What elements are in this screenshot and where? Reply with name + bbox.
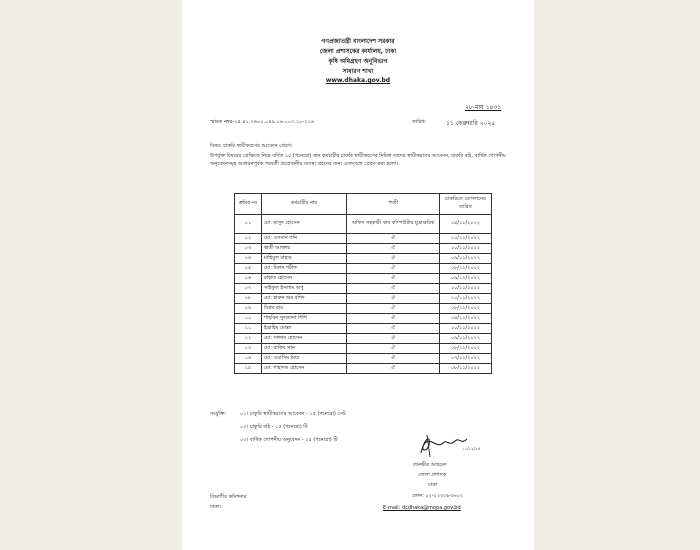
- cell-date: ১৪/১১/২০২২: [440, 314, 492, 324]
- cell-serial: ১৫: [235, 364, 262, 374]
- recipient-place: ঢাকা।: [210, 504, 222, 510]
- cell-name: রাহাত হোসেন: [262, 274, 347, 284]
- cell-date: ১০/১১/২০২২: [440, 294, 492, 304]
- cell-date: ১০/১১/২০২২: [440, 234, 492, 244]
- cell-serial: ০৪: [235, 254, 262, 264]
- table-row: [235, 284, 492, 294]
- signatory-place: ঢাকা: [428, 482, 438, 488]
- cell-post: ঐ: [347, 324, 440, 334]
- table-row: [235, 234, 492, 244]
- table-body: [235, 215, 492, 374]
- cell-post: ঐ: [347, 264, 440, 274]
- signature-image: [415, 431, 475, 459]
- date-label: তারিখ:: [412, 119, 427, 125]
- cell-post: ঐ: [347, 344, 440, 354]
- signatory-name: তানভীর আহমেদ: [413, 462, 447, 468]
- cell-serial: ০১: [235, 215, 262, 234]
- cell-serial: ০৫: [235, 264, 262, 274]
- cell-serial: ০৬: [235, 274, 262, 284]
- date-bangla: ২৮-মাঘ ১৪৩১: [465, 104, 502, 111]
- table-row: [235, 254, 492, 264]
- cell-post: ঐ: [347, 334, 440, 344]
- cell-serial: ০৭: [235, 284, 262, 294]
- cell-date: ০৯/১১/২০২২: [440, 334, 492, 344]
- cell-serial: ১১: [235, 324, 262, 334]
- signatory-email: E-mail: dcdhaka@mopa.gov.bd: [383, 505, 461, 511]
- table-row: [235, 274, 492, 284]
- cell-name: ইব্রাহিম মোল্লা: [262, 324, 347, 334]
- cell-date: ০৭/১১/২০২২: [440, 354, 492, 364]
- table-row: [235, 324, 492, 334]
- table-row: [235, 294, 492, 304]
- cell-date: ০৮/১১/২০২২: [440, 364, 492, 374]
- cell-date: ০৮/১১/২০২২: [440, 344, 492, 354]
- cell-name: সাইফুল ইসলাম অপু: [262, 284, 347, 294]
- cell-post: অফিস সহকারী কাম কম্পিউটার মুদ্রাক্ষরিক: [347, 215, 440, 234]
- body-paragraph: উপর্যুক্ত বিষয়ের প্রেক্ষিতে নিম্নে বর্ণিত ১৫ (পনেরো) জন কর্মচারীর চাকরি স্থায়ীকরণের নিমিত্ত তাদের স্থায়ীকরণের আবেদন, চাকরি বহি, বার্ষিক গোপনীয় অনুবেদনসমূহ অগ্রায়নপূর্বক পরবর্তী প্রয়োজনীয় ব্যবস্থা গ্রহণের জন্য এতদ্সঙ্গে প্রেরণ করা হলো।: [210, 153, 506, 167]
- table-row: [235, 314, 492, 324]
- cell-name: মো: মিলন শরীফ: [262, 264, 347, 274]
- col-header-date: চাকরিতে যোগদানের তারিখ: [440, 194, 492, 215]
- document-page: [182, 0, 534, 550]
- cell-post: ঐ: [347, 244, 440, 254]
- cell-name: মো: রাকিব খান: [262, 344, 347, 354]
- header-division: কৃষি অধিগ্রহণ অনুবিভাগ: [328, 58, 388, 65]
- cell-post: ঐ: [347, 314, 440, 324]
- cell-date: ১০/১১/২০২২: [440, 244, 492, 254]
- col-header-post: পদবী: [347, 194, 440, 215]
- cell-post: ঐ: [347, 234, 440, 244]
- cell-post: ঐ: [347, 294, 440, 304]
- cell-date: ০৮/১১/২০২২: [440, 264, 492, 274]
- cell-serial: ০২: [235, 234, 262, 244]
- attachment-item-3: ০৩। বার্ষিক গোপনীয় অনুবেদন - ১৫ (পনেরো) টি: [240, 437, 338, 443]
- table-header-row: [235, 194, 492, 215]
- cell-post: ঐ: [347, 354, 440, 364]
- cell-name: মো: শাহাদত হোসেন: [262, 364, 347, 374]
- table-row: [235, 334, 492, 344]
- header-branch: সাধারণ শাখা: [342, 68, 374, 75]
- table-row: [235, 215, 492, 234]
- cell-date: ০৯/১১/২০২২: [440, 274, 492, 284]
- cell-post: ঐ: [347, 284, 440, 294]
- cell-post: ঐ: [347, 254, 440, 264]
- signatory-designation: জেলা প্রশাসক: [418, 472, 447, 478]
- cell-name: মো: হারুন অর রশিদ: [262, 294, 347, 304]
- employee-table: [234, 193, 492, 374]
- recipient-designation: বিভাগীয় কমিশনার: [210, 494, 247, 500]
- table-row: [235, 354, 492, 364]
- cell-serial: ১৪: [235, 354, 262, 364]
- memo-number: স্মারক নম্বর-০৫.৪১.২৬০০.০৪৯.১৬.০০৩.১০-২১৬: [210, 119, 314, 125]
- table-row: [235, 344, 492, 354]
- header-office: জেলা প্রশাসকের কার্যালয়, ঢাকা: [319, 48, 397, 55]
- header-website: www.dhaka.gov.bd: [325, 77, 391, 84]
- cell-serial: ০৩: [235, 244, 262, 254]
- cell-serial: ০৯: [235, 304, 262, 314]
- attachment-item-2: ০২। চাকুরি বহি - ১৫ (পনেরো) টি: [240, 424, 308, 430]
- cell-post: ঐ: [347, 274, 440, 284]
- subject-line: বিষয়: চাকরি স্থায়ীকরণের আবেদন প্রেরণ।: [210, 143, 293, 149]
- cell-date: ১৪/১১/২০২২: [440, 215, 492, 234]
- attachment-label: সংযুক্তি:: [210, 411, 227, 417]
- col-header-sl: ক্রমিক নং: [235, 194, 262, 215]
- cell-name: মো: মাসুদ হোসেন: [262, 215, 347, 234]
- attachment-item-1: ০১। চাকুরি স্থায়ীকরণের আবেদন - ১৫ (পনেরো) সেট: [240, 411, 346, 417]
- cell-name: মো: ওসমান গনি: [262, 234, 347, 244]
- cell-name: মো: সাদ্দাম হোসেন: [262, 334, 347, 344]
- table-row: [235, 304, 492, 314]
- table-row: [235, 264, 492, 274]
- signatory-phone: ফোন: ০২-২২৩৩৮৩৬০২: [412, 493, 463, 499]
- header-govt: গণপ্রজাতন্ত্রী বাংলাদেশ সরকার: [321, 38, 395, 45]
- cell-serial: ১২: [235, 334, 262, 344]
- cell-serial: ১০: [235, 314, 262, 324]
- cell-name: বিপ্লব রায়: [262, 304, 347, 314]
- cell-date: ১০/১১/২০২২: [440, 284, 492, 294]
- cell-date: ১০/১১/২০২২: [440, 324, 492, 334]
- table-row: [235, 364, 492, 374]
- col-header-name: কর্মচারীর নাম: [262, 194, 347, 215]
- cell-post: ঐ: [347, 364, 440, 374]
- cell-post: ঐ: [347, 304, 440, 314]
- cell-name: মাহিবুল বাহার: [262, 254, 347, 264]
- cell-date: ০৯/১১/২০২২: [440, 254, 492, 264]
- cell-serial: ০৮: [235, 294, 262, 304]
- table-row: [235, 244, 492, 254]
- signature-date: ১১/০২/২৫: [462, 446, 481, 451]
- date-english: ১১ ফেব্রুয়ারি ২০২৫: [446, 120, 496, 127]
- cell-date: ০৮/১১/২০২২: [440, 304, 492, 314]
- cell-name: শাহরিন সুলতানা শিশি: [262, 314, 347, 324]
- cell-serial: ১৩: [235, 344, 262, 354]
- cell-name: মো: ওয়াসিম মিয়া: [262, 354, 347, 364]
- cell-name: স্বাতী আক্তার: [262, 244, 347, 254]
